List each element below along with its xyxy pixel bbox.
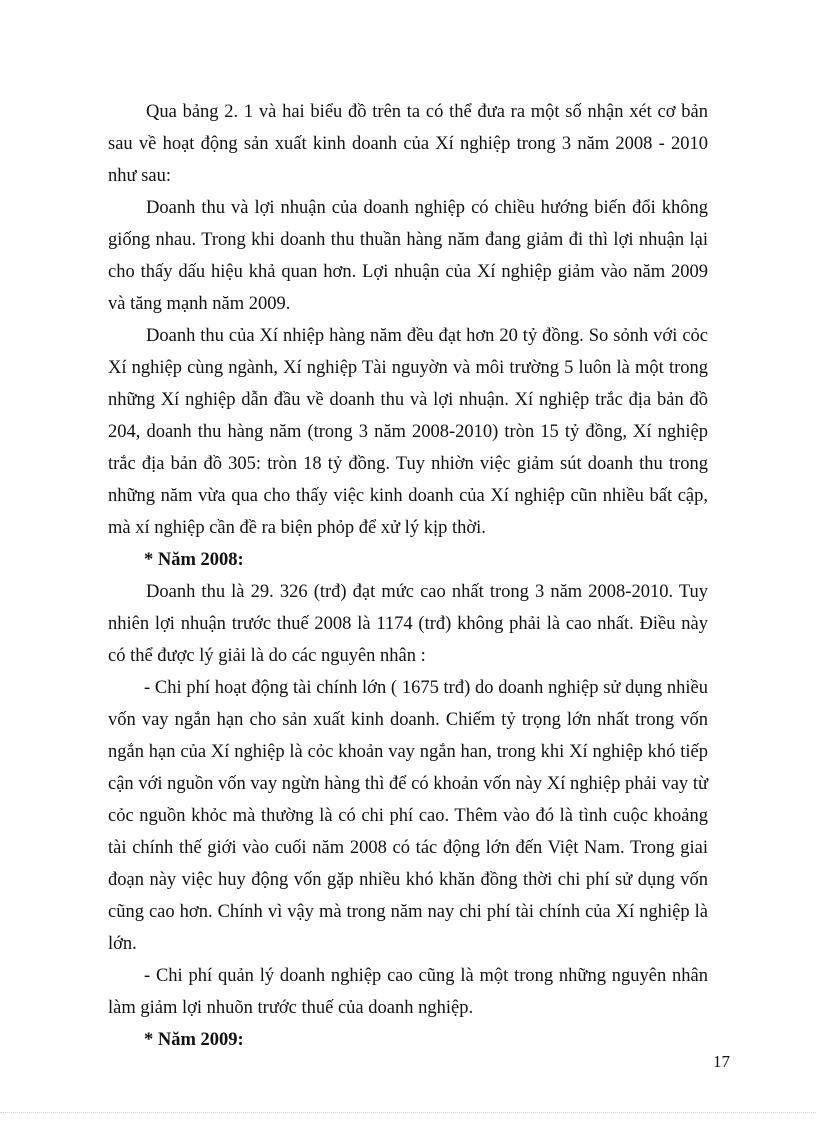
heading-year-2009: * Năm 2009:: [144, 1030, 244, 1050]
paragraph-2008-summary: Doanh thu là 29. 326 (trđ) đạt mức cao nhất trong 3 năm 2008-2010. Tuy nhiên lợi nhuận trước thuế 2008 là 1174 (trđ) không phải là cao nhất. Điều này có thể được lý giải là do các nguyên nhân :: [108, 582, 708, 666]
paragraph-intro: Qua bảng 2. 1 và hai biểu đồ trên ta có thể đưa ra một số nhận xét cơ bản sau về hoạt động sản xuất kinh doanh của Xí nghiệp trong 3 năm 2008 - 2010 như sau:: [108, 102, 708, 186]
bottom-divider: [0, 1112, 816, 1113]
heading-year-2008: * Năm 2008:: [144, 550, 244, 570]
paragraph-revenue-comparison: Doanh thu của Xí nhiệp hàng năm đều đạt hơn 20 tỷ đồng. So sỏnh với cỏc Xí nghiệp cùng ngành, Xí nghiệp Tài nguyờn và môi trường 5 luôn là một trong những Xí nghiệp dẫn đầu về doanh thu và lợi nhuận. Xí nghiệp trắc địa bản đồ 204, doanh thu hàng năm (trong 3 năm 2008-2010) tròn 15 tỷ đồng, Xí nghiệp trắc địa bản đồ 305: tròn 18 tỷ đồng. Tuy nhiờn việc giảm sút doanh thu trong những năm vừa qua cho thấy việc kinh doanh của Xí nghiệp cũn nhiều bất cập, mà xí nghiệp cần đề ra biện phỏp để xử lý kịp thời.: [108, 326, 708, 538]
body-text: [108, 96, 708, 1056]
page-number: 17: [713, 1052, 730, 1071]
list-item-management-cost: - Chi phí quản lý doanh nghiệp cao cũng là một trong những nguyên nhân làm giảm lợi nhuõn trước thuế của doanh nghiệp.: [108, 966, 708, 1018]
list-item-financial-cost: - Chi phí hoạt động tài chính lớn ( 1675 trđ) do doanh nghiệp sử dụng nhiều vốn vay ngắn hạn cho sản xuất kinh doanh. Chiếm tỷ trọng lớn nhất trong vốn ngắn hạn của Xí nghiệp là cỏc khoản vay ngắn han, trong khi Xí nghiệp khó tiếp cận với nguồn vốn vay ngừn hàng thì để có khoản vốn này Xí nghiệp phải vay từ cỏc nguồn khỏc mà thường là có chi phí cao. Thêm vào đó là tình cuộc khoảng tài chính thế giới vào cuối năm 2008 có tác động lớn đến Việt Nam. Trong giai đoạn này việc huy động vốn gặp nhiều khó khăn đồng thời chi phí sử dụng vốn cũng cao hơn. Chính vì vậy mà trong năm nay chi phí tài chính của Xí nghiệp là lớn.: [108, 678, 708, 954]
paragraph-revenue-profit-trend: Doanh thu và lợi nhuận của doanh nghiệp có chiều hướng biến đổi không giống nhau. Trong khi doanh thu thuần hàng năm đang giảm đi thì lợi nhuận lại cho thấy dấu hiệu khả quan hơn. Lợi nhuận của Xí nghiệp giảm vào năm 2009 và tăng mạnh năm 2009.: [108, 198, 708, 314]
